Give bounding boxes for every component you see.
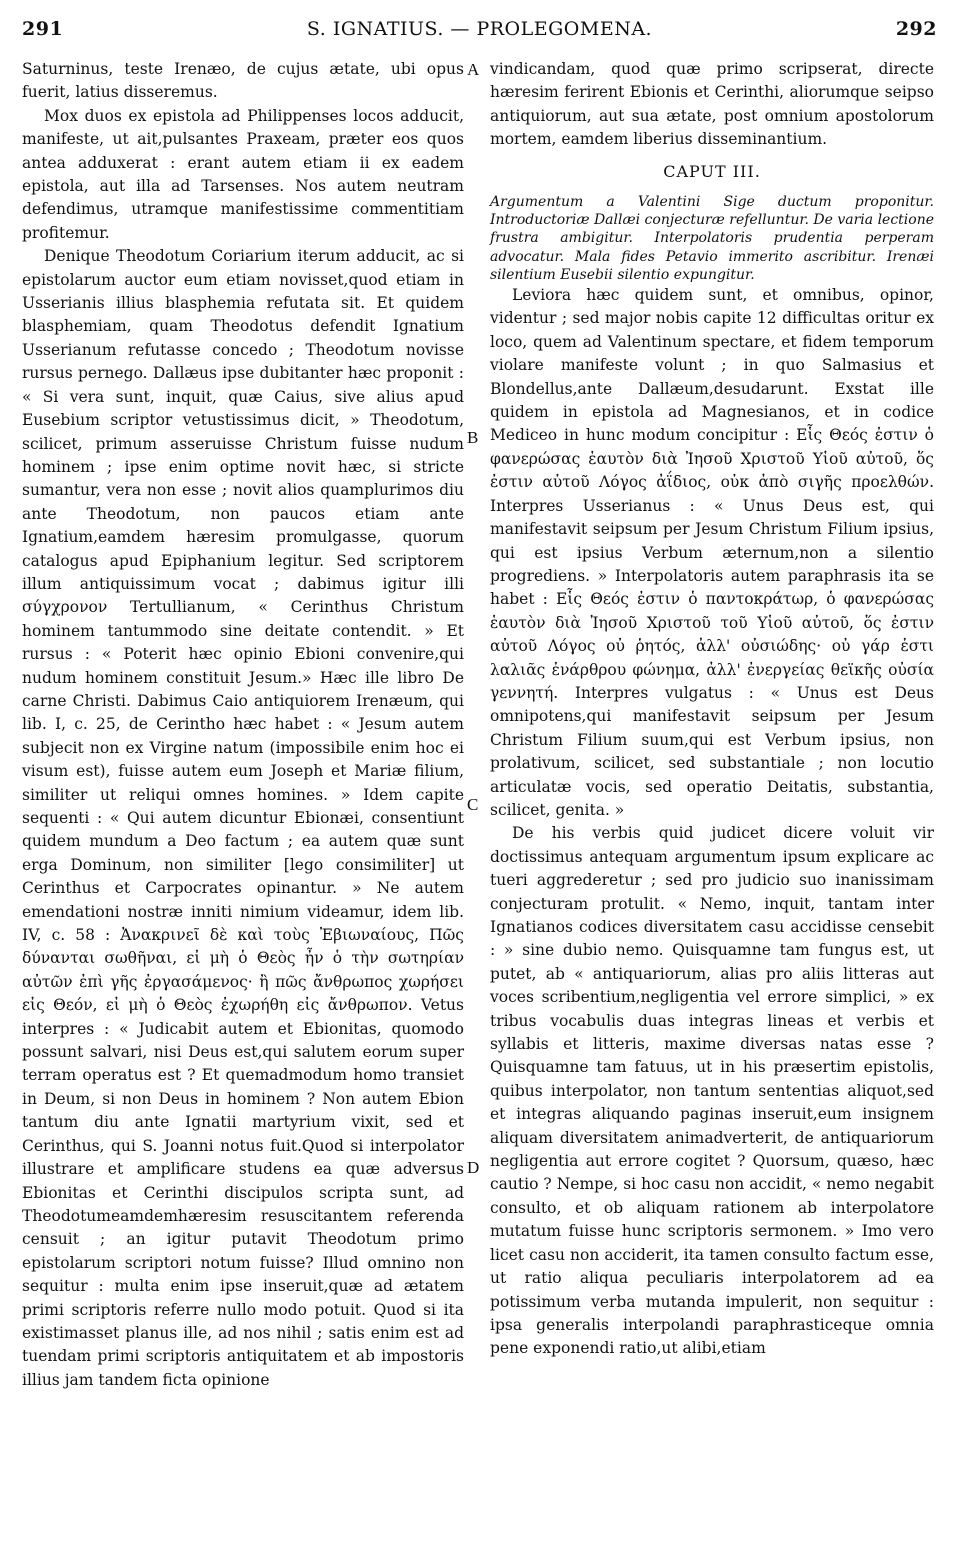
- margin-letter-d: D: [467, 1158, 480, 1177]
- running-title: S. IGNATIUS. — PROLEGOMENA.: [306, 18, 653, 40]
- page-number-right: 292: [895, 18, 937, 40]
- paragraph: De his verbis quid judicet dicere voluit vir doctissimus antequam argumentum ipsum explicare ac tueri aggrederetur ; sed pro judicio suo inanissimam conjecturam protulit. « Nemo, inquit, tantam inter Ignatianos codices diversitatem casu accidisse censebit : » sine dubio nemo. Quisquamne tam fungus est, ut putet, ab « antiquariorum, alias pro aliis litteras aut voces scribentium,negligentia vel errore simplici, » ex tribus vocabulis duas integras lineas et verbis et syllabis et litteris, maxime diversas natas esse ? Quisquamne tam fatuus, ut in his præsertim epistolis, quibus interpolator, non tantum sententias aliquot,sed et integras aliquando paginas inseruit,eum insignem aliquam diversitatem animadverterit, de antiquariorum negligentia aut errore cogitet ? Quorsum, quæso, hæc cautio ? Nempe, si hoc casu non accidit, « nemo negabit consulto, et ob aliquam rationem ab interpolatore mutatum fuisse hunc scriptoris sermonem. » Imo vero licet casu non acciderit, ita tamen consulto factum esse, ut ratio aliqua peculiaris interpolatorem ad ea potissimum verba mutanda impulerit, non sequitur : ipsa generalis interpolandi paraphrasticeque omnia pene exponendi ratio,ut alibi,etiam: [490, 824, 934, 1358]
- margin-letter-a: A: [467, 60, 480, 79]
- paragraph: Leviora hæc quidem sunt, et omnibus, opinor, videntur ; sed major nobis capite 12 difficultas oritur ex loco, quem ad Valentinum spectare, et fidem temporum violare manifeste volunt ; in quo Salmasius et Blondellus,ante Dallæum,desudarunt. Exstat ille quidem in epistola ad Magnesianos, et in codice Mediceo in hunc modum concipitur : Εἷς Θεός ἐστιν ὁ φανερώσας ἑαυτὸν διὰ Ἰησοῦ Χριστοῦ Υἱοῦ αὐτοῦ, ὅς ἐστιν αὐτοῦ Λόγος ἀΐδιος, οὐκ ἀπὸ σιγῆς προελθών. Interpres Usserianus : « Unus Deus est, qui manifestavit seipsum per Jesum Christum Filium ipsius, qui est ipsius Verbum æternum,non a silentio progrediens. » Interpolatoris autem paraphrasis ita se habet : Εἷς Θεός ἐστιν ὁ παντοκράτωρ, ὁ φανερώσας ἑαυτὸν διὰ Ἰησοῦ Χριστοῦ τοῦ Υἱοῦ αὐτοῦ, ὅς ἐστιν αὐτοῦ Λόγος οὐ ῥητός, ἀλλ' οὐσιώδης· οὐ γάρ ἐστι λαλιᾶς ἐνάρθρου φώνημα, ἀλλ' ἐνεργείας θεϊκῆς οὐσία γεννητή. Interpres vulgatus : « Unus est Deus omnipotens,qui manifestavit seipsum per Jesum Christum Filium suum,qui est Verbum ipsius, non prolativum, scilicet, sed substantiale ; non locutio articulatæ vocis, sed operatio Deitatis, substantia, scilicet, genita. »: [490, 286, 934, 819]
- paragraph: Denique Theodotum Coriarium iterum adducit, ac si epistolarum auctor eum etiam novisset,quod etiam in Usserianis illius blasphemia refutata sit. Et quidem blasphemiam, quam Theodotus defendit Ignatium Usserianum refutasse concedo ; Theodotum novisse rursus pernego. Dallæus ipse dubitanter hæc proponit : « Si vera sunt, inquit, quæ Caius, sive alius apud Eusebium scriptor vetustissimus dicit, » Theodotum, scilicet, primum asseruisse Christum fuisse nudum hominem ; ipse enim optime novit hæc, si stricte sumantur, vera non esse ; novit alios quamplurimos diu ante Theodotum, non paucos etiam ante Ignatium,eamdem hæresim promulgasse, quorum catalogus apud Epiphanium legitur. Sed scriptorem illum antiquissimum vocat ; dabimus igitur illi σύγχρονον Tertullianum, « Cerinthus Christum hominem tantummodo sine deitate contendit. » Et rursus : « Poterit hæc opinio Ebioni convenire,qui nudum hominem constituit Jesum.» Hæc ille libro De carne Christi. Dabimus Caio antiquiorem Irenæum, qui lib. I, c. 25, de Cerintho hæc habet : « Jesum autem subjecit non ex Virgine natum (impossibile enim hoc ei visum est), fuisse autem eum Joseph et Mariæ filium, similiter ut reliqui omnes homines. » Idem capite sequenti : « Qui autem dicuntur Ebionæi, consentiunt quidem mundum a Deo factum ; ea autem quæ sunt erga Dominum, non similiter [lego consimiliter] ut Cerinthus et Carpocrates opinantur. » Ne autem emendationi nostræ inniti nimium videamur, idem lib. IV, c. 58 : Ἀνακρινεῖ δὲ καὶ τοὺς Ἐβιωναίους, Πῶς δύνανται σωθῆναι, εἰ μὴ ὁ Θεὸς ἦν ὁ τὴν σωτηρίαν αὐτῶν ἐπὶ γῆς ἐργασάμενος· ἢ πῶς ἄνθρωπος χωρήσει εἰς Θεόν, εἰ μὴ ὁ Θεὸς ἐχωρήθη εἰς ἄνθρωπον. Vetus interpres : « Judicabit autem et Ebionitas, quomodo possunt salvari, nisi Deus est,qui salutem eorum super terram operatus est ? Et quemadmodum homo transiet in Deum, si non Deus in hominem ? Non autem Ebion tantum diu ante Ignatii martyrium vixit, sed et Cerinthus, qui S. Joanni notus fuit.Quod si interpolator illustrare et amplificare studens ea quæ adversus Ebionitas et Cerinthi discipulos scripta sunt, ad Theodotumeamdemhæresim resuscitantem referenda censuit ; an igitur putavit Theodotum primo epistolarum scriptori notum fuisse? Illud omnino non sequitur : multa enim ipse inseruit,quæ ad ætatem primi scriptoris referre nullo modo potuit. Quod si ita existimasset planus ille, ad nos nihil ; satis enim est ad tuendam primi scriptoris antiquitatem et ab impostoris illius jam tandem ficta opinione: [22, 247, 464, 1389]
- page-number-left: 291: [22, 18, 64, 40]
- paragraph: vindicandam, quod quæ primo scripserat, directe hæresim ferirent Ebionis et Cerinthi, aliorumque seipso antiquiorum, aut sua ætate, post omnium apostolorum mortem, eamdem liberius disseminantium.: [490, 60, 934, 149]
- chapter-summary: Argumentum a Valentini Sige ductum proponitur. Introductoriæ Dallæi conjecturæ refelluntur. De varia lectione frustra ambigitur. Interpolatoris prudentia perperam advocatur. Mala fides Petavio immerito ascribitur. Irenæi silentium Eusebii silentio expungitur.: [490, 194, 935, 283]
- left-column: [22, 58, 464, 1392]
- margin-letter-c: C: [467, 795, 479, 814]
- paragraph: Mox duos ex epistola ad Philippenses locos adducit, manifeste, ut ait,pulsantes Praxeam, præter eos quos antea adduxerat : erant autem etiam ii ex eadem epistola, aut illa ad Tarsenses. Nos autem neutram defendimus, utramque manifestissime commentitiam profitemur.: [22, 106, 464, 242]
- running-header: [22, 18, 937, 44]
- paragraph: Saturninus, teste Irenæo, de cujus ætate, ubi opus fuerit, latius disseremus.: [22, 60, 464, 102]
- right-column: [490, 58, 934, 1361]
- margin-letter-b: B: [467, 428, 479, 447]
- chapter-heading: CAPUT III.: [663, 161, 761, 181]
